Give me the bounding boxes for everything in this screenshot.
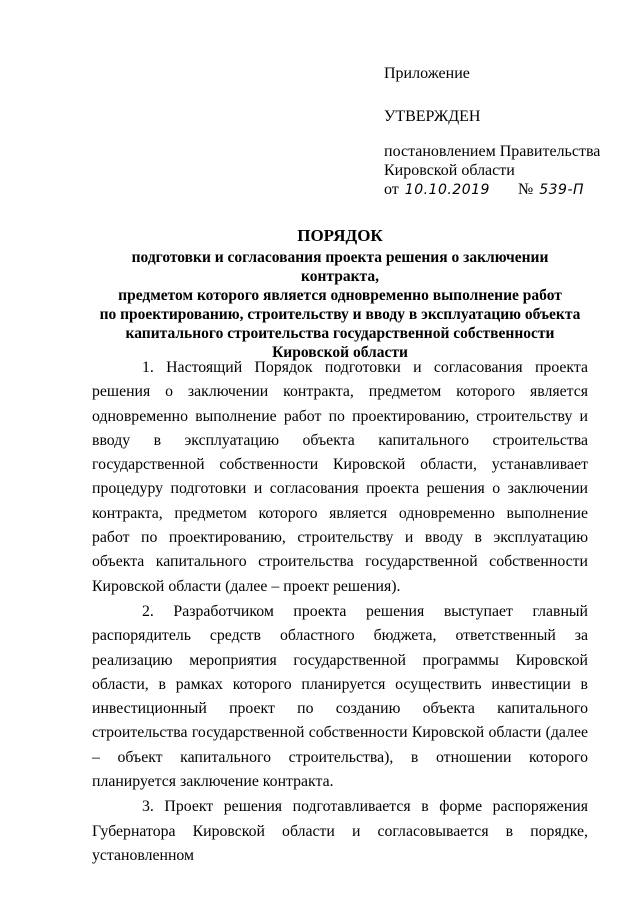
document-title: ПОРЯДОК — [297, 226, 383, 245]
decree-number: 539-П — [539, 182, 585, 198]
approval-stamp — [384, 64, 600, 200]
paragraph-3: 3. Проект решения подготавливается в форме распоряжения Губернатора Кировской области и согласовывается в порядке, установленном — [92, 798, 588, 864]
number-prefix: № — [517, 181, 534, 198]
title-line: Кировской области — [272, 344, 408, 361]
date-prefix: от — [384, 181, 399, 198]
decree-date: 10.10.2019 — [404, 182, 490, 198]
paragraph-1: 1. Настоящий Порядок подготовки и согласования проекта решения о заключении контракта, предметом которого является одновременно выполнение работ по проектированию, строительству и вводу в эксплуатацию объекта капитального строительства государственной собственности Кировской области, устанавливает процедуру подготовки и согласования проекта решения о заключении контракта, предметом которого является одновременно выполнение работ по проектированию, строительству и вводу в эксплуатацию объекта капитального строительства государственной собственности Кировской области (далее – проект решения). — [92, 359, 588, 595]
title-line: подготовки и согласования проекта решения о заключении контракта, — [131, 249, 549, 285]
title-line: предметом которого является одновременно выполнение работ — [118, 287, 562, 304]
title-line: капитального строительства государственной собственности — [125, 325, 555, 342]
approved-label: УТВЕРЖДЕН — [384, 108, 481, 125]
decree-line-1: постановлением Правительства — [384, 143, 601, 160]
title-line: по проектированию, строительству и вводу в эксплуатацию объекта — [99, 306, 581, 323]
paragraph-2: 2. Разработчиком проекта решения выступает главный распорядитель средств областного бюджета, ответственный за реализацию мероприятия государственной программы Кировской области, в рамках которого планируется осуществить инвестиции в инвестиционный проект по созданию объекта капитального строительства государственной собственности Кировской области (далее – объект капитального строительства), в отношении которого планируется заключение контракта. — [92, 602, 588, 791]
decree-line-2: Кировской области — [384, 162, 515, 179]
decree-date-row — [384, 180, 600, 200]
appendix-label: Приложение — [384, 65, 470, 82]
document-title-block — [92, 226, 588, 362]
document-body — [92, 356, 588, 869]
